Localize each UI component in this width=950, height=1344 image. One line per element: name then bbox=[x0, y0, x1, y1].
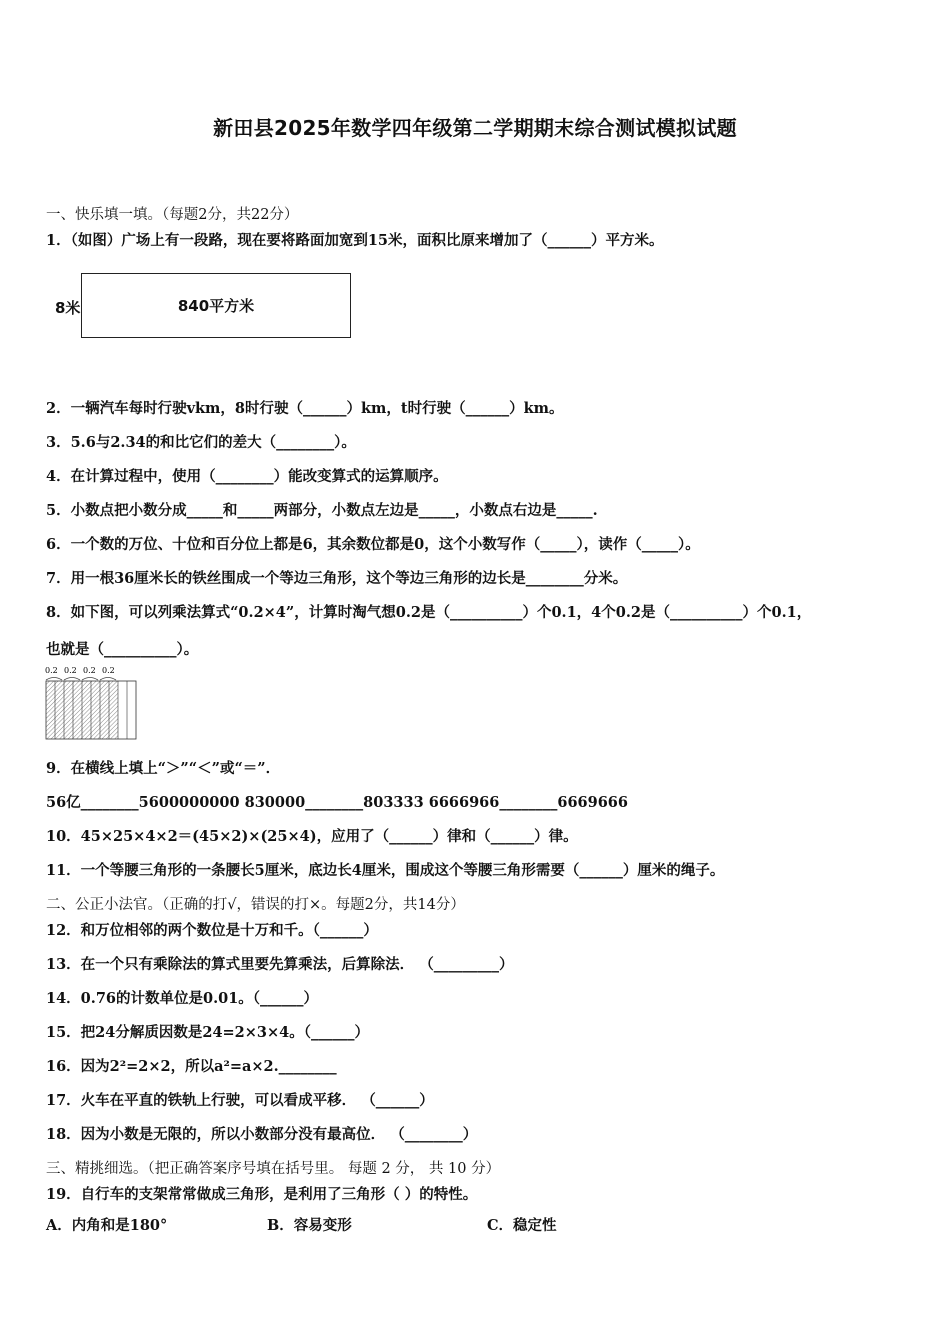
question-17: 17．火车在平直的铁轨上行驶，可以看成平移． （______） bbox=[46, 1092, 434, 1109]
question-7: 7．用一根36厘米长的铁丝围成一个等边三角形，这个等边三角形的边长是________分米。 bbox=[46, 570, 628, 587]
question-9: 9．在横线上填上“＞”“＜”或“＝”． bbox=[46, 760, 281, 777]
figure1-side-label: 8米 bbox=[55, 299, 81, 317]
section-heading-3: 三、精挑细选。（把正确答案序号填在括号里。 每题 2 分， 共 10 分） bbox=[46, 1161, 501, 1177]
section-heading-2: 二、公正小法官。（正确的打√，错误的打×。每题2分，共14分） bbox=[46, 897, 465, 913]
question-19: 19．自行车的支架常常做成三角形，是利用了三角形（ ）的特性。 bbox=[46, 1186, 478, 1203]
question-10: 10．45×25×4×2＝(45×2)×(25×4)，应用了（______）律和（______）律。 bbox=[46, 828, 578, 845]
decimal-bar-figure bbox=[44, 665, 144, 741]
question-8-continued: 也就是（__________）。 bbox=[46, 641, 199, 658]
figure2-label: 0.2 bbox=[64, 666, 77, 675]
question-6: 6．一个数的万位、十位和百分位上都是6，其余数位都是0，这个小数写作（_____），读作（_____）。 bbox=[46, 536, 700, 553]
question-4: 4．在计算过程中，使用（________）能改变算式的运算顺序。 bbox=[46, 468, 448, 485]
option-b: B．容易变形 bbox=[267, 1217, 352, 1234]
page-title: 新田县2025年数学四年级第二学期期末综合测试模拟试题 bbox=[213, 116, 737, 140]
question-14: 14．0.76的计数单位是0.01。（______） bbox=[46, 990, 319, 1007]
figure2-label: 0.2 bbox=[45, 666, 58, 675]
question-5: 5．小数点把小数分成_____和_____两部分，小数点左边是_____，小数点右边是_____. bbox=[46, 502, 598, 519]
question-13: 13．在一个只有乘除法的算式里要先算乘法，后算除法． （_________） bbox=[46, 956, 514, 973]
figure2-label: 0.2 bbox=[102, 666, 115, 675]
question-18: 18．因为小数是无限的，所以小数部分没有最高位． （________） bbox=[46, 1126, 478, 1143]
option-a: A．内角和是180° bbox=[46, 1217, 168, 1234]
figure2-label: 0.2 bbox=[83, 666, 96, 675]
question-1: 1．（如图）广场上有一段路，现在要将路面加宽到15米，面积比原来增加了（______）平方米。 bbox=[46, 232, 664, 249]
question-8: 8．如下图，可以列乘法算式“0.2×4”，计算时淘气想0.2是（__________）个0.1，4个0.2是（__________）个0.1， bbox=[46, 604, 812, 621]
section-heading-1: 一、快乐填一填。（每题2分，共22分） bbox=[46, 207, 299, 223]
question-2: 2．一辆汽车每时行驶vkm，8时行驶（______）km，t时行驶（______）km。 bbox=[46, 400, 564, 417]
question-11: 11．一个等腰三角形的一条腰长5厘米，底边长4厘米，围成这个等腰三角形需要（______）厘米的绳子。 bbox=[46, 862, 725, 879]
question-16: 16．因为2²=2×2，所以a²=a×2.________ bbox=[46, 1058, 337, 1075]
question-15: 15．把24分解质因数是24=2×3×4。（______） bbox=[46, 1024, 369, 1041]
question-9-items: 56亿________5600000000 830000________803333 6666966________6669666 bbox=[46, 794, 628, 811]
question-12: 12．和万位相邻的两个数位是十万和千。（______） bbox=[46, 922, 378, 939]
figure1-rectangle bbox=[81, 273, 351, 338]
figure1-area-label: 840平方米 bbox=[177, 297, 255, 315]
option-c: C．稳定性 bbox=[487, 1217, 557, 1234]
question-3: 3．5.6与2.34的和比它们的差大（________）。 bbox=[46, 434, 356, 451]
